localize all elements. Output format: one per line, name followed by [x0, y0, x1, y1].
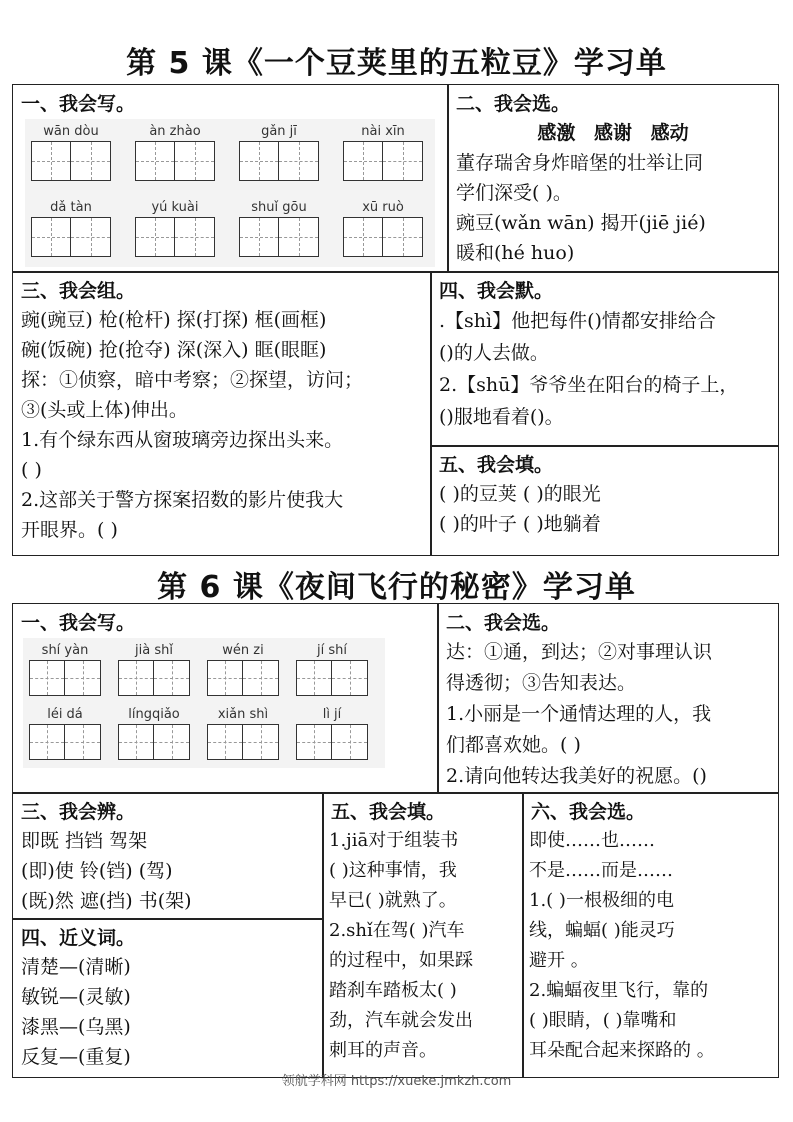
l5-choose-section — [447, 84, 779, 273]
l6-writing-boxes[interactable] — [118, 724, 190, 760]
l5-fill-line: ( )的豆荚 ( )的眼光 — [439, 483, 601, 505]
l6-pinyin-grid — [23, 638, 385, 768]
l6-pinyin: jí shí — [317, 643, 347, 658]
l6-word-5 — [29, 706, 101, 760]
l6-pinyin: wén zi — [222, 643, 264, 658]
l5-writing-boxes[interactable] — [31, 141, 111, 181]
writing-cell[interactable] — [279, 141, 319, 181]
l6-select-header: 六、我会选。 — [531, 801, 646, 823]
l6-writing-boxes[interactable] — [29, 724, 101, 760]
l5-dictation-line: .【shì】他把每件()情都安排给合 — [439, 310, 716, 332]
l6-pinyin: jià shǐ — [135, 643, 173, 658]
writing-cell[interactable] — [118, 724, 154, 760]
writing-cell[interactable] — [65, 724, 101, 760]
writing-cell[interactable] — [343, 141, 383, 181]
l6-fill-line: 踏刹车踏板太( ) — [329, 980, 457, 1001]
l5-word-1 — [31, 123, 111, 181]
l6-word-6 — [118, 706, 190, 760]
l6-writing-boxes[interactable] — [29, 660, 101, 696]
writing-cell[interactable] — [296, 660, 332, 696]
l6-fill-line: ( )这种事情，我 — [329, 860, 457, 881]
l6-choose-line: 达：①通，到达；②对事理认识 — [446, 641, 713, 663]
writing-cell[interactable] — [239, 141, 279, 181]
l6-choose-section — [437, 603, 779, 794]
l6-select-line: ( )眼睛，( )靠嘴和 — [529, 1010, 677, 1031]
writing-cell[interactable] — [71, 217, 111, 257]
l5-dictation-line: ()服地看着()。 — [439, 406, 564, 428]
l5-pinyin: gǎn jī — [261, 124, 297, 139]
l5-fill-section — [430, 445, 779, 556]
writing-cell[interactable] — [239, 217, 279, 257]
l6-distinguish-line: 即既 挡铛 驾架 — [21, 830, 148, 852]
l6-choose-line: 得透彻；③告知表达。 — [446, 672, 637, 694]
l5-group-line: 探：①侦察，暗中考察；②探望，访问； — [21, 369, 364, 391]
l6-word-1 — [29, 642, 101, 696]
writing-cell[interactable] — [343, 217, 383, 257]
l5-fill-line: ( )的叶子 ( )地躺着 — [439, 513, 601, 535]
writing-cell[interactable] — [296, 724, 332, 760]
writing-cell[interactable] — [243, 660, 279, 696]
writing-cell[interactable] — [383, 217, 423, 257]
l6-synonyms-line: 清楚—(清晰) — [21, 956, 131, 978]
l5-word-4 — [343, 123, 423, 181]
l5-writing-boxes[interactable] — [135, 141, 215, 181]
l6-select-line: 避开 。 — [529, 950, 589, 971]
l5-group-line: 碗(饭碗) 抢(抢夺) 深(深入) 眶(眼眶) — [21, 339, 327, 361]
l5-word-7 — [239, 199, 319, 257]
l6-word-7 — [207, 706, 279, 760]
writing-cell[interactable] — [332, 660, 368, 696]
writing-cell[interactable] — [135, 141, 175, 181]
l6-fill-line: 刺耳的声音。 — [329, 1040, 437, 1061]
l6-writing-boxes[interactable] — [296, 724, 368, 760]
l5-dictation-line: ()的人去做。 — [439, 342, 549, 364]
l5-pinyin: wān dòu — [43, 124, 99, 139]
l6-fill-line: 劲，汽车就会发出 — [329, 1010, 473, 1031]
l6-select-section — [522, 792, 779, 1078]
l5-writing-boxes[interactable] — [239, 141, 319, 181]
l6-select-line: 即使……也…… — [529, 830, 655, 851]
l5-pinyin: shuǐ gōu — [251, 200, 307, 215]
l5-group-line: 2.这部关于警方探案招数的影片使我大 — [21, 489, 344, 511]
writing-cell[interactable] — [135, 217, 175, 257]
l6-distinguish-line: (既)然 遮(挡) 书(架) — [21, 890, 192, 912]
l6-select-line: 1.( )一根极细的电 — [529, 890, 674, 911]
l5-pinyin: àn zhào — [149, 124, 201, 139]
l6-choose-header: 二、我会选。 — [446, 612, 561, 634]
l5-group-section — [12, 271, 432, 556]
writing-cell[interactable] — [243, 724, 279, 760]
l6-synonyms-line: 反复—(重复) — [21, 1046, 131, 1068]
l5-dictation-header: 四、我会默。 — [439, 280, 554, 302]
l5-choose-line: 暖和(hé huo) — [456, 242, 575, 264]
l5-writing-boxes[interactable] — [343, 141, 423, 181]
l5-group-line: ③(头或上体)伸出。 — [21, 399, 188, 421]
l6-distinguish-section — [12, 792, 324, 920]
l5-writing-boxes[interactable] — [239, 217, 319, 257]
writing-cell[interactable] — [383, 141, 423, 181]
l5-group-line: 1.有个绿东西从窗玻璃旁边探出头来。 — [21, 429, 344, 451]
writing-cell[interactable] — [207, 660, 243, 696]
l5-fill-header: 五、我会填。 — [439, 454, 554, 476]
writing-cell[interactable] — [207, 724, 243, 760]
writing-cell[interactable] — [175, 217, 215, 257]
l6-fill-section — [322, 792, 524, 1078]
l6-choose-line: 2.请向他转达我美好的祝愿。() — [446, 765, 707, 787]
l5-choose-line: 豌豆(wǎn wān) 揭开(jiē jié) — [456, 212, 706, 234]
l6-word-8 — [296, 706, 368, 760]
l6-pinyin: shí yàn — [41, 643, 89, 658]
l6-synonyms-line: 敏锐—(灵敏) — [21, 986, 131, 1008]
writing-cell[interactable] — [279, 217, 319, 257]
l6-pinyin: lì jí — [322, 707, 342, 722]
l5-pinyin: xū ruò — [362, 200, 404, 215]
l6-fill-line: 2.shǐ在驾( )汽车 — [329, 920, 465, 941]
writing-cell[interactable] — [154, 660, 190, 696]
l5-dictation-line: 2.【shū】爷爷坐在阳台的椅子上， — [439, 374, 739, 396]
l6-distinguish-header: 三、我会辨。 — [21, 801, 136, 823]
footer-watermark: 领航学科网 https://xueke.jmkzh.com — [281, 1074, 512, 1089]
l6-word-4 — [296, 642, 368, 696]
l6-fill-line: 的过程中，如果踩 — [329, 950, 473, 971]
l5-word-6 — [135, 199, 215, 257]
l6-writing-boxes[interactable] — [207, 724, 279, 760]
l5-choose-options: 感激 感谢 感动 — [537, 122, 689, 144]
writing-cell[interactable] — [31, 217, 71, 257]
l6-distinguish-line: (即)使 铃(铛) (驾) — [21, 860, 173, 882]
writing-cell[interactable] — [65, 660, 101, 696]
l5-group-header: 三、我会组。 — [21, 280, 136, 302]
l5-word-3 — [239, 123, 319, 181]
l5-choose-line: 学们深受( )。 — [456, 182, 572, 204]
l5-writing-boxes[interactable] — [343, 217, 423, 257]
writing-cell[interactable] — [71, 141, 111, 181]
writing-cell[interactable] — [29, 660, 65, 696]
l6-write-section — [12, 603, 439, 794]
l6-select-line: 耳朵配合起来探路的 。 — [529, 1040, 715, 1061]
l6-write-header: 一、我会写。 — [21, 612, 136, 634]
l6-select-line: 不是……而是…… — [529, 860, 673, 881]
l6-select-line: 线，蝙蝠( )能灵巧 — [529, 920, 675, 941]
l5-word-5 — [31, 199, 111, 257]
writing-cell[interactable] — [332, 724, 368, 760]
l5-write-section — [12, 84, 449, 273]
l6-pinyin: xiǎn shì — [217, 707, 269, 722]
l5-writing-boxes[interactable] — [135, 217, 215, 257]
l6-pinyin: léi dá — [47, 707, 83, 722]
l6-choose-line: 们都喜欢她。( ) — [446, 734, 581, 756]
l6-word-3 — [207, 642, 279, 696]
l5-pinyin-grid — [25, 119, 435, 267]
l6-synonyms-header: 四、近义词。 — [21, 927, 136, 949]
l6-synonyms-section — [12, 918, 324, 1078]
l6-synonyms-line: 漆黑—(乌黑) — [21, 1016, 131, 1038]
l6-word-2 — [118, 642, 190, 696]
l5-group-line: 豌(豌豆) 枪(枪杆) 探(打探) 框(画框) — [21, 309, 327, 331]
l5-choose-line: 董存瑞舍身炸暗堡的壮举让同 — [456, 152, 704, 174]
l5-write-header: 一、我会写。 — [21, 93, 136, 115]
l5-word-8 — [343, 199, 423, 257]
l5-pinyin: nài xīn — [361, 124, 405, 139]
l5-word-2 — [135, 123, 215, 181]
l5-choose-header: 二、我会选。 — [456, 93, 571, 115]
writing-cell[interactable] — [175, 141, 215, 181]
lesson5-title: 第 5 课《一个豆荚里的五粒豆》学习单 — [126, 46, 667, 81]
l6-choose-line: 1.小丽是一个通情达理的人，我 — [446, 703, 712, 725]
writing-cell[interactable] — [29, 724, 65, 760]
l5-group-line: ( ) — [21, 459, 42, 481]
writing-cell[interactable] — [118, 660, 154, 696]
l5-pinyin: yú kuài — [151, 200, 199, 215]
writing-cell[interactable] — [154, 724, 190, 760]
l5-pinyin: dǎ tàn — [50, 200, 92, 215]
l6-writing-boxes[interactable] — [207, 660, 279, 696]
l5-dictation-section — [430, 271, 779, 447]
l6-writing-boxes[interactable] — [118, 660, 190, 696]
lesson6-title: 第 6 课《夜间飞行的秘密》学习单 — [157, 570, 636, 605]
writing-cell[interactable] — [31, 141, 71, 181]
l5-writing-boxes[interactable] — [31, 217, 111, 257]
l6-writing-boxes[interactable] — [296, 660, 368, 696]
l6-fill-header: 五、我会填。 — [331, 801, 446, 823]
l6-fill-line: 早已( )就熟了。 — [329, 890, 457, 911]
l6-fill-line: 1.jiā对于组装书 — [329, 830, 459, 851]
l6-pinyin: língqiǎo — [128, 707, 180, 722]
l6-select-line: 2.蝙蝠夜里飞行，靠的 — [529, 980, 709, 1001]
l5-group-line: 开眼界。( ) — [21, 519, 118, 541]
